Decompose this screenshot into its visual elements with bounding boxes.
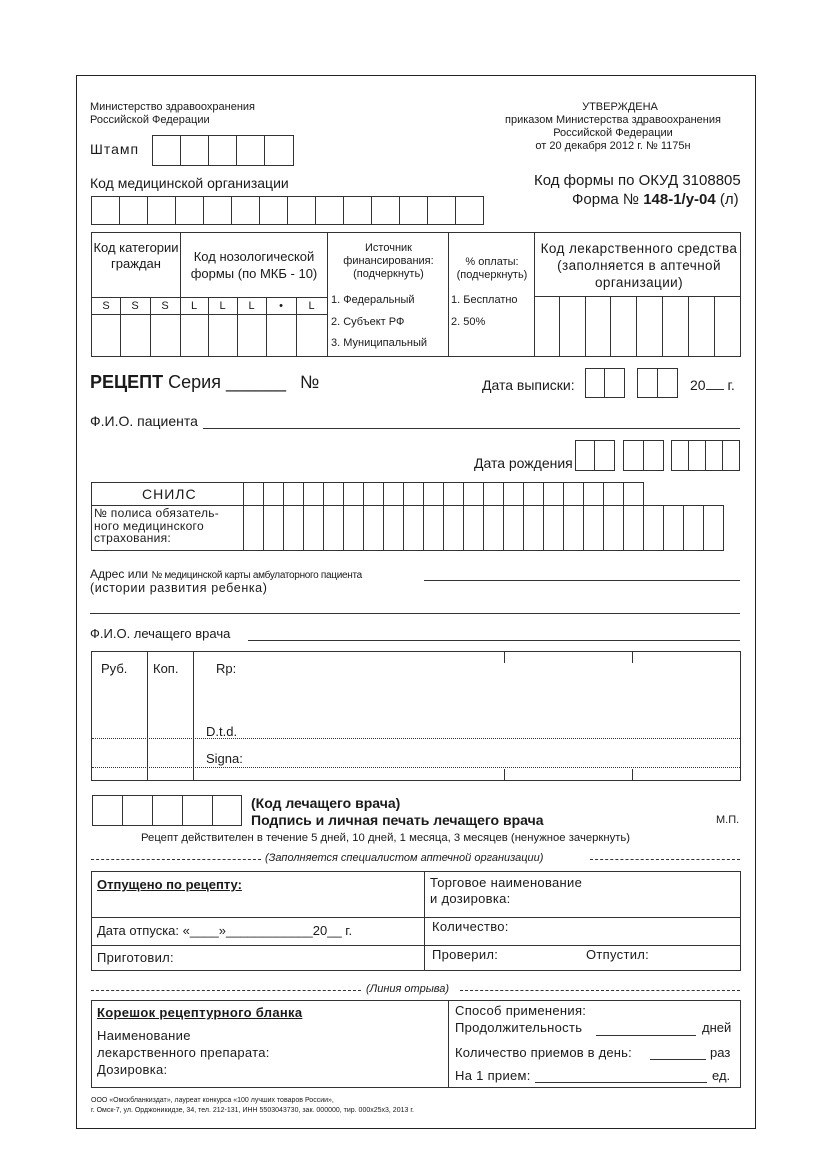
stub-duration-line[interactable] — [596, 1035, 696, 1036]
stub-per-dose-unit: ед. — [712, 1068, 731, 1083]
rx-box — [91, 651, 741, 781]
drug-code-header: Код лекарственного средства (заполняется в аптечной организации) — [540, 241, 738, 290]
stub-duration-unit: дней — [702, 1020, 732, 1035]
stub-per-dose-line[interactable] — [535, 1082, 707, 1083]
doctor-label: Ф.И.О. лечащего врача — [90, 626, 231, 641]
org-code-boxes[interactable] — [91, 196, 483, 225]
approved-line1: приказом Министерства здравоохранения — [505, 114, 721, 126]
category-header: Код категории граждан — [93, 240, 179, 271]
issue-date-label: Дата выписки: — [482, 377, 575, 393]
stub-per-dose: На 1 прием: — [455, 1068, 531, 1083]
payment-option-2[interactable]: 2. 50% — [451, 316, 486, 328]
trade-name-line2: и дозировка: — [430, 891, 511, 906]
stub-name-line1: Наименование — [97, 1028, 191, 1043]
released-label: Отпустил: — [586, 947, 650, 962]
okud-label: Код формы по ОКУД 3108805 — [534, 172, 741, 189]
rx-signa-label: Signa: — [206, 751, 243, 766]
patient-name-line[interactable] — [203, 428, 740, 429]
nosology-cell-3: L — [248, 300, 255, 312]
patient-label: Ф.И.О. пациента — [90, 413, 198, 429]
birth-year-boxes[interactable] — [671, 440, 739, 471]
rx-rp-label: Rp: — [216, 661, 237, 676]
nosology-cell-4: • — [279, 300, 283, 312]
birth-day-boxes[interactable] — [575, 440, 614, 471]
nosology-header: Код нозологической формы (по МКБ - 10) — [190, 249, 318, 281]
address-label: Адрес или № медицинской карты амбулаторного пациента — [90, 567, 362, 581]
org-code-label: Код медицинской организации — [90, 175, 289, 191]
category-cell-2: S — [131, 300, 139, 312]
footer-line1: ООО «Омскбланкиздат», лауреат конкурса «100 лучших товаров России», — [91, 1097, 334, 1104]
stub-times-per-day: Количество приемов в день: — [455, 1045, 632, 1060]
stamp-label: Штамп — [90, 141, 140, 157]
mp-label: М.П. — [716, 814, 740, 826]
footer-line2: г. Омск-7, ул. Орджоникидзе, 34, тел. 212-131, ИНН 5503043730, зак. 000000, тир. 000х25х3, 2013 г. — [91, 1107, 414, 1114]
approved-line3: от 20 декабря 2012 г. № 1175н — [535, 140, 691, 152]
recipe-heading: РЕЦЕПТ Серия ______ — [90, 372, 287, 392]
approved-title: УТВЕРЖДЕНА — [582, 101, 658, 113]
stub-title: Корешок рецептурного бланка — [97, 1005, 303, 1020]
stub-dosage: Дозировка: — [97, 1062, 168, 1077]
quantity-label: Количество: — [432, 919, 509, 934]
payment-option-1[interactable]: 1. Бесплатно — [451, 294, 518, 306]
ministry-line2: Российской Федерации — [90, 114, 210, 126]
rx-kop-label: Коп. — [153, 661, 179, 676]
policy-boxes[interactable] — [243, 505, 723, 551]
funding-option-3[interactable]: 3. Муниципальный — [331, 337, 428, 349]
ministry-line1: Министерство здравоохранения — [90, 101, 255, 113]
stub-times-unit: раз — [710, 1045, 731, 1060]
stamp-boxes[interactable] — [152, 135, 293, 166]
issue-month-box-2[interactable] — [657, 368, 678, 398]
rx-rub-label: Руб. — [101, 661, 128, 676]
policy-label: № полиса обязатель-ного медицинского страхования: — [94, 506, 220, 545]
approved-line2: Российской Федерации — [553, 127, 673, 139]
stub-duration: Продолжительность — [455, 1020, 583, 1035]
address-label-sub: (истории развития ребенка) — [90, 581, 268, 595]
form-number: Форма № 148-1/у-04 (л) — [572, 191, 739, 208]
doctor-code-boxes[interactable] — [92, 795, 241, 826]
funding-header: Источник финансирования: (подчеркнуть) — [343, 242, 434, 280]
rx-dtd-label: D.t.d. — [206, 724, 238, 739]
doctor-code-label: (Код лечащего врача) — [251, 795, 401, 811]
snils-boxes[interactable] — [243, 482, 643, 506]
address-line-1[interactable] — [424, 580, 740, 581]
issue-month-box-1[interactable] — [637, 368, 658, 398]
category-cell-1: S — [102, 300, 110, 312]
trade-name-line1: Торговое наименование — [430, 875, 583, 890]
issue-day-box-2[interactable] — [604, 368, 625, 398]
nosology-cell-1: L — [190, 300, 198, 312]
category-cell-3: S — [161, 300, 169, 312]
dispense-date[interactable]: Дата отпуска: «____»____________20__ г. — [97, 923, 353, 938]
funding-option-1[interactable]: 1. Федеральный — [331, 294, 415, 306]
prepared-label: Приготовил: — [97, 950, 174, 965]
stub-method: Способ применения: — [455, 1003, 587, 1018]
stub-times-line[interactable] — [650, 1059, 706, 1060]
issue-day-box-1[interactable] — [585, 368, 605, 398]
issue-year: 20 г. — [690, 377, 735, 393]
address-line-2[interactable] — [90, 613, 740, 614]
snils-label: СНИЛС — [142, 486, 197, 502]
validity-note: Рецепт действителен в течение 5 дней, 10 дней, 1 месяца, 3 месяцев (ненужное зачеркнуть) — [141, 832, 631, 844]
funding-option-2[interactable]: 2. Субъект РФ — [331, 316, 405, 328]
payment-header: % оплаты: (подчеркнуть) — [456, 256, 528, 281]
doctor-signature-label: Подпись и личная печать лечащего врача — [251, 812, 544, 828]
nosology-cell-2: L — [219, 300, 226, 312]
birth-date-label: Дата рождения — [474, 455, 573, 471]
pharmacy-divider-label: (Заполняется специалистом аптечной организации) — [265, 852, 544, 864]
doctor-name-line[interactable] — [248, 640, 740, 641]
tear-line-label: (Линия отрыва) — [366, 983, 450, 995]
dispensed-label: Отпущено по рецепту: — [97, 877, 242, 892]
checked-label: Проверил: — [432, 947, 499, 962]
nosology-cell-5: L — [308, 300, 315, 312]
birth-month-boxes[interactable] — [623, 440, 663, 471]
stub-name-line2: лекарственного препарата: — [97, 1045, 270, 1060]
recipe-number-label: № — [300, 372, 320, 392]
